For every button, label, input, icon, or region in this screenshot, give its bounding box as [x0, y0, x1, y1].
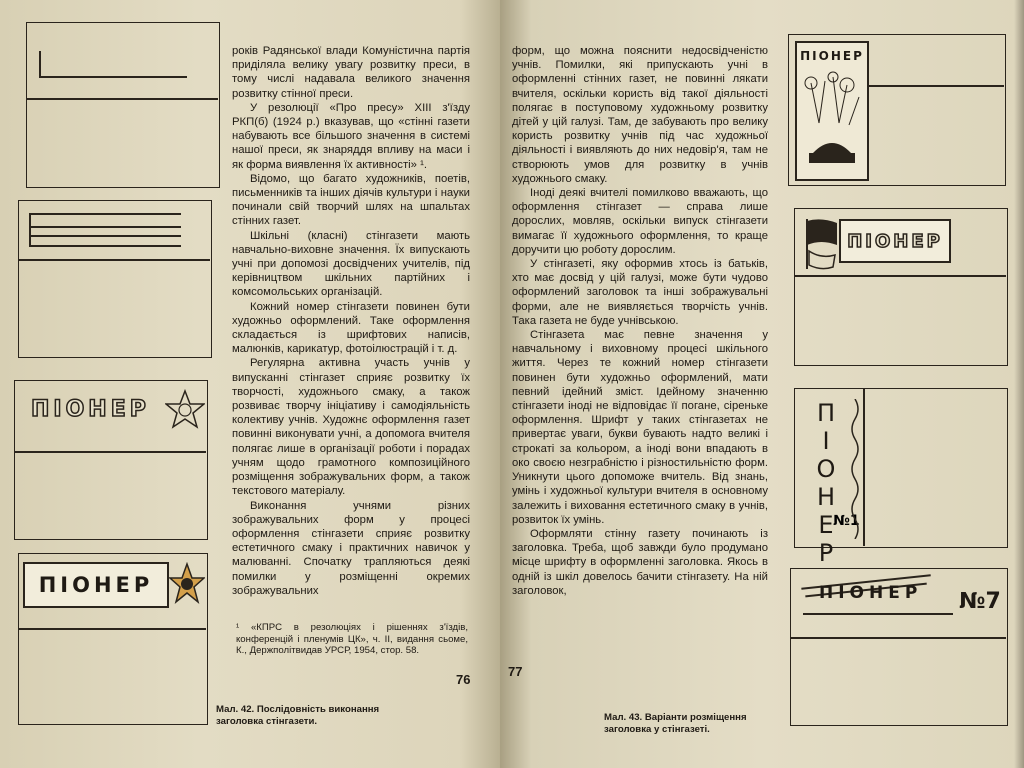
frame-step-1: [26, 22, 220, 188]
left-text-column: [232, 44, 470, 598]
left-paragraph-1: років Радянської влади Комуністична партія приділяла велику увагу розвитку преси, в тому числі надавала великого значення розвитку стінної преси.: [232, 45, 470, 100]
left-paragraph-2: У резолюції «Про пресу» XIII з'їзду РКП(б) (1924 р.) вказував, що «стінні газети набувають все більшого значення в системі нашої преси, як знаряддя впливу на маси і як форма виявлення їх активності» ¹.: [232, 101, 470, 171]
footnote-text: ¹ «КПРС в резолюціях і рішеннях з'їздів, конференцій і пленумів ЦК», ч. II, видання сьоме, К., Держполітвидав УРСР, 1954, стор. 58.: [236, 622, 468, 656]
masthead-vertical: П І О Н Е Р: [816, 399, 836, 567]
right-paragraph-4: Стінгазета має певне значення у навчальному і виховному процесі шкільного життя. Через те кожний номер стінгазети повинен бути художньо оформлений, мати певний ідейний зміст. Ідейному значенню стінгазети іноді не відповідає її погане, сіреньке оформлення. Шрифт у таких стінгазетах не привертає уваги, букви бувають надто великі і строкаті за кольором, а іноді вони впадають в око своєю незграбністю і різностильністю форм. Уникнути цього допоможе вчитель. Від знань, умінь і художньої культури вчителя в основному залежить і виховання естетичного смаку в учнів, розвиток їх умінь.: [512, 329, 768, 526]
issue-number-7: №7: [959, 589, 1001, 614]
left-paragraph-3: Відомо, що багато художників, поетів, письменників та інших діячів культури і науки починали свій творчий шлях на шпальтах стінних газет.: [232, 172, 470, 228]
right-paragraph-5: Оформляти стінну газету починають із заголовка. Треба, щоб завжди було продумано місце шрифту в оформленні заголовка. Якось в одній із шкіл довелось бачити стінгазету. На ній заголовок,: [512, 527, 768, 597]
masthead-box-variant-1: [795, 41, 869, 181]
left-footnote: [236, 622, 468, 657]
pioneer-star-badge-icon: [169, 562, 205, 610]
ornament-band-icon: [849, 399, 861, 539]
right-paragraph-3: У стінгазеті, яку оформив хтось із батьків, хто має досвід у цій галузі, може бути чудово оформлений заголовок та інші зображувальні форми, але не виявляється творчість учнів. Така газета не буде учнівською.: [512, 258, 768, 327]
pioneer-star-icon: [165, 389, 205, 429]
issue-number-1: №1: [833, 513, 860, 529]
left-page: [0, 0, 500, 768]
variant-frame-3: [794, 388, 1008, 567]
right-text-column: [512, 44, 768, 598]
right-paragraph-1: форм, що можна пояснити недосвідченістю учнів. Помилки, які припускають учні в оформленні стінних газет, не повинні лякати вчителя, оскільки користь від такої діяльності полягає в поступовому художньому розвитку дітей у цій галузі. Там, де забувають про велику користь розвитку учнів під час художньої діяльності і виявляють до них недовір'я, там не створюють умов для розвитку в учнів художнього смаку.: [512, 45, 768, 185]
masthead-text-variant-4: ПІОНЕР: [819, 583, 923, 603]
page-number-right: 77: [508, 664, 523, 679]
masthead-outline-1: ПІОНЕР: [31, 397, 150, 422]
variant-frame-1: [788, 34, 1006, 186]
left-paragraph-6: Регулярна активна участь учнів у випусканні стінгазет сприяє розвитку їх творчості, художнього смаку, а також розвиває творчу ініціативу і самодіяльність колективу учнів. Художнє оформлення газет повинні виконувати учні, а допомога вчителя полягає лише в організації роботи і порадах учням щодо грамотного композиційного розміщення зображувальних форм, а також текстового матеріалу.: [232, 357, 470, 498]
left-paragraph-5: Кожний номер стінгазети повинен бути художньо оформлений. Таке оформлення складається із шрифтових написів, малюнків, карикатур, фотоілюстрацій і т. д.: [232, 300, 470, 356]
left-paragraph-7: Виконання учнями різних зображувальних форм у процесі оформлення стінгазети сприяє розвитку естетичного смаку і практичних навичок у малюванні. Спочатку трапляються деякі помилки у розміщенні окремих зображувальних: [232, 499, 470, 597]
variant-frame-4: [790, 568, 1008, 726]
frame-step-3: [14, 380, 208, 540]
page-number-left: 76: [456, 672, 471, 687]
masthead-box-left: [23, 562, 169, 608]
masthead-box-variant-2: [839, 219, 951, 263]
variant-frame-2: [794, 208, 1008, 366]
masthead-text-variant-1: ПІОНЕР: [800, 49, 864, 63]
figure-caption-43: Мал. 43. Варіанти розміщення заголовка у стінгазеті.: [604, 712, 747, 735]
masthead-text-variant-2: ПІОНЕР: [847, 230, 943, 252]
fireworks-building-icon: [799, 63, 865, 169]
right-edge-shadow: [1014, 0, 1024, 768]
frame-step-2: [18, 200, 212, 358]
frame-step-4: [18, 553, 208, 725]
right-page: [500, 0, 1024, 768]
figure-caption-42: Мал. 42. Послідовність виконання заголовка стінгазети.: [216, 704, 380, 727]
left-paragraph-4: Шкільні (класні) стінгазети мають навчально-виховне значення. Їх випускають учні при допомозі досвідчених учителів, під керівництвом шкільних партійних і комсомольських організацій.: [232, 229, 470, 299]
masthead-text-left: ПІОНЕР: [38, 573, 154, 597]
right-paragraph-2: Іноді деякі вчителі помилково вважають, що оформлення стінгазет — справа лише дорослих, мовляв, оскільки випуск стінгазети вимагає її художнього оформлення, то краще доручити цю роботу дорослим.: [512, 187, 768, 256]
flag-icon: [801, 215, 841, 271]
